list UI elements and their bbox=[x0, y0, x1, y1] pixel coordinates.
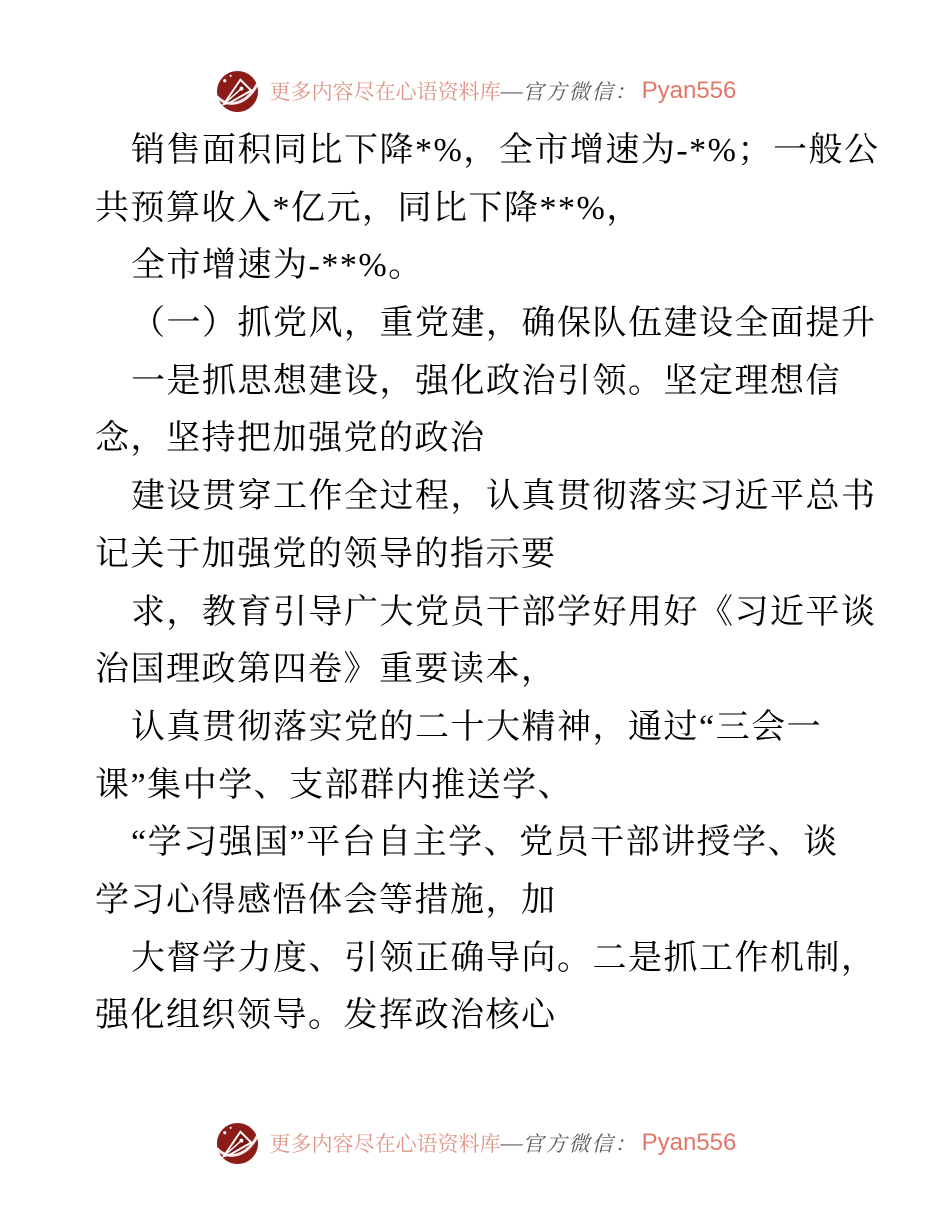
pen-nib-badge-icon bbox=[214, 1120, 261, 1167]
footer-watermark bbox=[0, 1118, 950, 1168]
text-line: 建设贯穿工作全过程，认真贯彻落实习近平总书 bbox=[131, 478, 877, 516]
pen-nib-badge-icon bbox=[214, 68, 261, 115]
text-line: 记关于加强党的领导的指示要 bbox=[95, 535, 557, 573]
watermark-wechat-label: 官方微信： bbox=[522, 80, 638, 104]
text-line: 念，坚持把加强党的政治 bbox=[95, 420, 486, 458]
text-line: 共预算收入*亿元，同比下降**%， bbox=[95, 189, 642, 227]
text-line: 一是抓思想建设，强化政治引领。坚定理想信 bbox=[131, 362, 841, 400]
watermark-wechat-id: Pyan556 bbox=[641, 77, 737, 104]
text-line: 治国理政第四卷》重要读本， bbox=[95, 651, 557, 689]
watermark-wechat-label: 官方微信： bbox=[522, 1132, 638, 1156]
watermark-separator: — bbox=[500, 78, 523, 103]
text-line: （一）抓党风，重党建，确保队伍建设全面提升 bbox=[131, 305, 877, 343]
text-line: 强化组织领导。发挥政治核心 bbox=[95, 997, 557, 1035]
document-body bbox=[95, 122, 895, 1045]
text-line: “学习强国”平台自主学、党员干部讲授学、谈 bbox=[131, 824, 839, 862]
text-line: 求，教育引导广大党员干部学好用好《习近平谈 bbox=[131, 593, 877, 631]
text-line: 销售面积同比下降*%，全市增速为-*%；一般公 bbox=[131, 132, 880, 169]
watermark-separator: — bbox=[500, 1130, 523, 1155]
text-line: 全市增速为-**%。 bbox=[131, 247, 424, 285]
text-line: 认真贯彻落实党的二十大精神，通过“三会一 bbox=[131, 708, 823, 746]
text-line: 课”集中学、支部群内推送学、 bbox=[95, 766, 574, 804]
watermark-brand-text: 更多内容尽在心语资料库 bbox=[269, 80, 501, 104]
watermark-brand-text: 更多内容尽在心语资料库 bbox=[269, 1132, 501, 1156]
watermark-wechat-id: Pyan556 bbox=[641, 1129, 737, 1156]
text-line: 学习心得感悟体会等措施，加 bbox=[95, 881, 557, 919]
header-watermark bbox=[0, 66, 950, 116]
text-line: 大督学力度、引领正确导向。二是抓工作机制， bbox=[131, 939, 877, 977]
